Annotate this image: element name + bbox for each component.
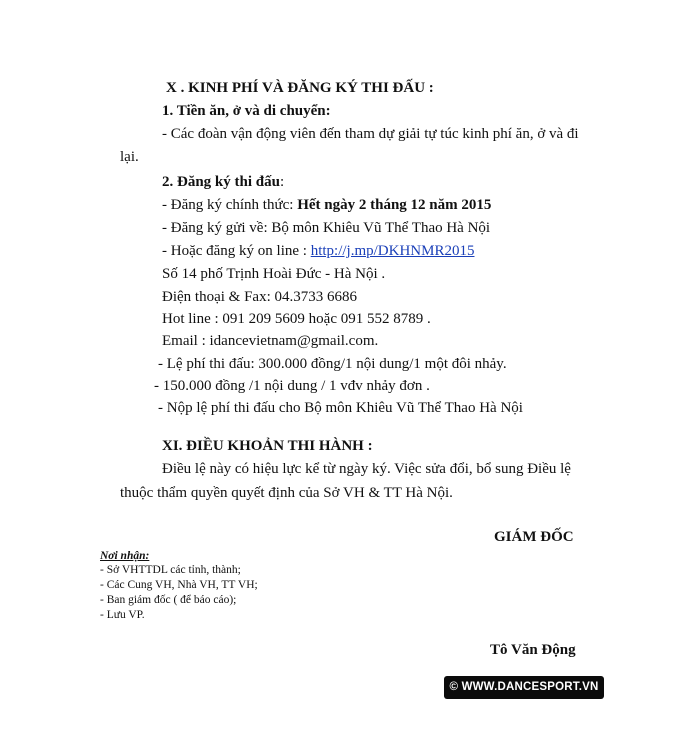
recipient-item: - Lưu VP. [100, 609, 145, 621]
official-registration-label: - Đăng ký chính thức: [162, 197, 298, 213]
online-registration-link[interactable]: http://j.mp/DKHNMR2015 [310, 243, 475, 259]
subsection-2-heading [162, 173, 284, 191]
fee-solo-line: - 150.000 đồng /1 nội dung / 1 vđv nhảy đơn . [154, 378, 430, 394]
travel-cost-line-cont: lại. [120, 149, 139, 165]
fee-payment-line: - Nộp lệ phí thi đấu cho Bộ môn Khiêu Vũ Thể Thao Hà Nội [158, 400, 523, 416]
official-registration-deadline: Hết ngày 2 tháng 12 năm 2015 [297, 197, 492, 213]
subsection-2-label: 2. Đăng ký thi đấu [162, 174, 280, 190]
section-11-heading: XI. ĐIỀU KHOẢN THI HÀNH : [162, 438, 373, 454]
effect-paragraph-line1: Điều lệ này có hiệu lực kể từ ngày ký. Việc sửa đổi, bổ sung Điều lệ [162, 461, 571, 477]
dancesport-watermark: © WWW.DANCESPORT.VN [444, 676, 604, 699]
travel-cost-line: - Các đoàn vận động viên đến tham dự giải tự túc kinh phí ăn, ở và đi [162, 126, 579, 142]
recipient-item: - Các Cung VH, Nhà VH, TT VH; [100, 579, 258, 591]
subsection-2-colon: : [279, 174, 285, 190]
phone-fax-line: Điện thoại & Fax: 04.3733 6686 [162, 289, 357, 305]
online-registration-line [162, 242, 474, 260]
director-name: Tô Văn Động [490, 642, 576, 658]
section-10-heading: X . KINH PHÍ VÀ ĐĂNG KÝ THI ĐẤU : [166, 80, 434, 96]
subsection-1-heading: 1. Tiền ăn, ở và di chuyển: [162, 103, 331, 119]
effect-paragraph-line2: thuộc thẩm quyền quyết định của Sở VH & TT Hà Nội. [120, 485, 453, 501]
official-registration-line [162, 196, 491, 214]
fee-pair-line: - Lệ phí thi đấu: 300.000 đồng/1 nội dung/1 một đôi nhảy. [158, 356, 507, 372]
recipient-item: - Ban giám đốc ( để báo cáo); [100, 594, 237, 606]
email-line: Email : idancevietnam@gmail.com. [162, 333, 379, 349]
director-title: GIÁM ĐỐC [494, 529, 574, 545]
online-registration-label: - Hoặc đăng ký on line : [162, 243, 311, 259]
send-to-line: - Đăng ký gửi về: Bộ môn Khiêu Vũ Thể Thao Hà Nội [162, 220, 491, 236]
recipient-item: - Sở VHTTDL các tỉnh, thành; [100, 564, 241, 576]
address-line: Số 14 phố Trịnh Hoài Đức - Hà Nội . [162, 266, 386, 282]
recipients-label: Nơi nhận: [100, 550, 150, 562]
hotline-line: Hot line : 091 209 5609 hoặc 091 552 8789 . [162, 311, 431, 327]
